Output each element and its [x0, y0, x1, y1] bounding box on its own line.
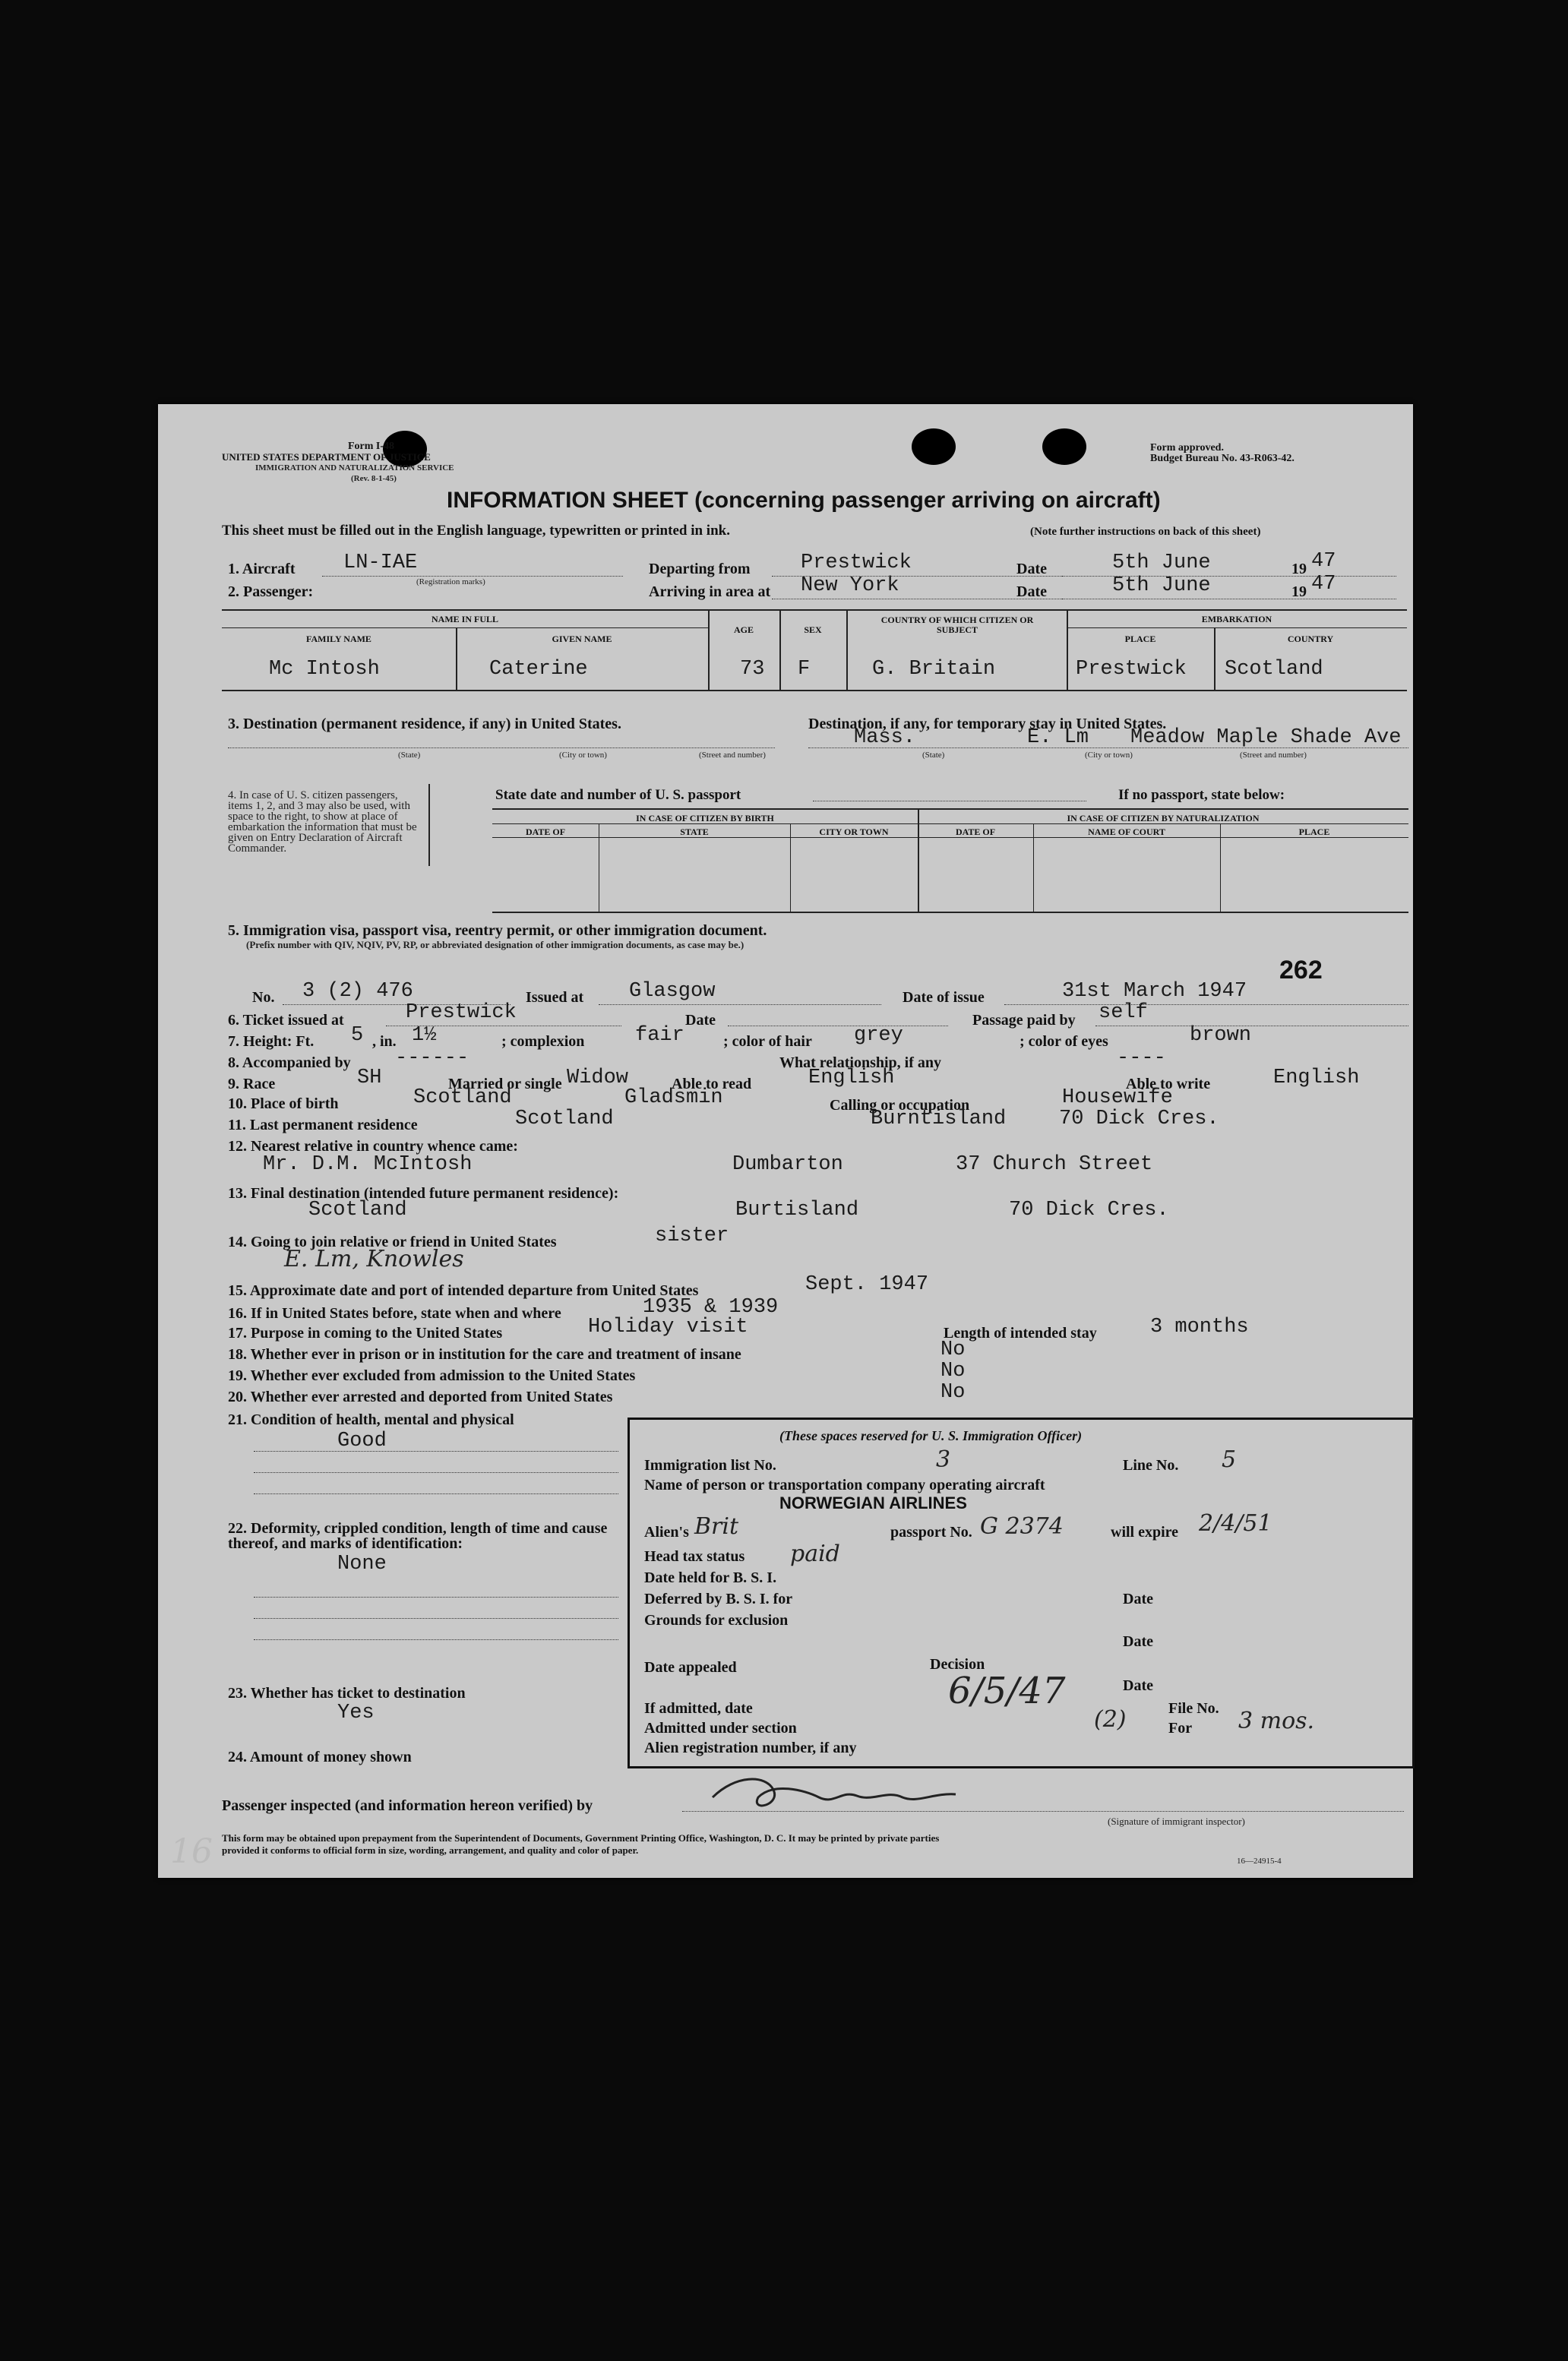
item17-label: 17. Purpose in coming to the United States: [228, 1325, 503, 1342]
embark-country: Scotland: [1225, 658, 1323, 681]
visa-number: 3 (2) 476: [302, 980, 413, 1003]
expire-date: 2/4/51: [1199, 1510, 1272, 1537]
eyes: brown: [1190, 1024, 1252, 1047]
read-label: Able to read: [672, 1076, 752, 1092]
item12-label: 12. Nearest relative in country whence came:: [228, 1138, 518, 1155]
purpose: Holiday visit: [588, 1316, 748, 1339]
depart-date: 5th June: [1112, 552, 1211, 574]
item8-label: 8. Accompanied by: [228, 1054, 351, 1071]
relative-town: Dumbarton: [732, 1153, 843, 1176]
accompanied: ------: [395, 1047, 469, 1070]
date-of-header: DATE OF: [955, 827, 996, 837]
no-label: No.: [252, 989, 275, 1006]
aircraft-label: 1. Aircraft: [228, 561, 296, 577]
stamp-number: 262: [1279, 956, 1323, 985]
item20-label: 20. Whether ever arrested and deported from United States: [228, 1389, 613, 1405]
passport-label: State date and number of U. S. passport: [495, 787, 741, 803]
departing-value: Prestwick: [801, 552, 912, 574]
item6-label: 6. Ticket issued at: [228, 1012, 344, 1029]
date-label: Date: [1016, 583, 1047, 600]
complexion-label: ; complexion: [501, 1033, 585, 1050]
file-label: File No.: [1168, 1700, 1219, 1717]
item3-temp-label: Destination, if any, for temporary stay in United States.: [808, 716, 1167, 732]
list-number: 3: [936, 1446, 951, 1473]
margin-note: 16: [170, 1832, 213, 1871]
given-name: Caterine: [489, 658, 588, 681]
join-handwriting: E. Lm, Knowles: [284, 1246, 464, 1272]
residence-street: 70 Dick Cres.: [1059, 1108, 1219, 1130]
birth-town: Gladsmin: [624, 1086, 723, 1109]
age-header: AGE: [733, 624, 754, 635]
ticket-dest: Yes: [337, 1702, 375, 1724]
form-sheet: [158, 404, 1413, 1878]
section-value: (2): [1094, 1706, 1127, 1733]
stay-label: Length of intended stay: [944, 1325, 1097, 1342]
for-label: For: [1168, 1720, 1193, 1737]
family-name-header: FAMILY NAME: [306, 634, 371, 644]
deported-answer: No: [940, 1381, 966, 1404]
temp-street: Meadow Maple Shade Ave: [1130, 726, 1402, 749]
issued-label: Issued at: [526, 989, 584, 1006]
final-country: Scotland: [308, 1199, 407, 1222]
country2-header: COUNTRY: [1287, 634, 1334, 644]
departing-label: Departing from: [649, 561, 751, 577]
decision-label: Decision: [930, 1656, 985, 1673]
stay-length: 3 months: [1150, 1316, 1249, 1339]
departure: Sept. 1947: [805, 1273, 929, 1296]
item4-label: 4. In case of U. S. citizen passengers, items 1, 2, and 3 may also be used, with space to the right, to show at place of embarkation the information that must be given on Entry Declaration of Aircraft Commander.: [228, 789, 417, 855]
list-label: Immigration list No.: [644, 1457, 776, 1474]
appealed-label: Date appealed: [644, 1659, 737, 1676]
height-ft: 5: [351, 1024, 364, 1047]
city-caption: (City or town): [559, 751, 607, 760]
form-number: Form I-48: [348, 441, 395, 452]
admitted-label: If admitted, date: [644, 1700, 753, 1717]
date-label: Date: [1123, 1591, 1153, 1607]
budget-bureau: Budget Bureau No. 43-R063-42.: [1150, 453, 1295, 464]
write-label: Able to write: [1126, 1076, 1211, 1092]
complexion: fair: [635, 1024, 684, 1047]
citizen-naturalization-header: IN CASE OF CITIZEN BY NATURALIZATION: [1067, 813, 1260, 823]
head-tax: paid: [790, 1541, 840, 1567]
hair-label: ; color of hair: [723, 1033, 812, 1050]
revision: (Rev. 8-1-45): [351, 474, 397, 483]
excluded-answer: No: [940, 1360, 966, 1383]
relationship-label: What relationship, if any: [779, 1054, 941, 1071]
city-caption: (City or town): [1085, 751, 1133, 760]
expire-label: will expire: [1111, 1524, 1179, 1541]
issued-at: Glasgow: [629, 980, 716, 1003]
temp-city: E. Lm: [1027, 726, 1089, 749]
year-prefix: 19: [1291, 583, 1307, 600]
doi-label: Date of issue: [903, 989, 985, 1006]
state-header: STATE: [680, 827, 709, 837]
state-caption: (State): [398, 751, 421, 760]
punch-hole: [1042, 428, 1086, 465]
date-of-header: DATE OF: [525, 827, 566, 837]
hair: grey: [854, 1024, 903, 1047]
height-in: 1½: [412, 1024, 437, 1047]
name-in-full-header: NAME IN FULL: [431, 614, 498, 624]
date-label: Date: [1123, 1633, 1153, 1650]
item13-label: 13. Final destination (intended future permanent residence):: [228, 1185, 619, 1202]
bsi-label: Date held for B. S. I.: [644, 1569, 777, 1586]
arrive-year: 47: [1311, 573, 1336, 596]
item5-label: 5. Immigration visa, passport visa, reentry permit, or other immigration document.: [228, 922, 767, 939]
age: 73: [740, 658, 765, 681]
grounds-label: Grounds for exclusion: [644, 1612, 789, 1629]
admitted-date: 6/5/47: [948, 1670, 1066, 1712]
item10-label: 10. Place of birth: [228, 1095, 339, 1112]
prison-answer: No: [940, 1339, 966, 1361]
punch-hole: [912, 428, 956, 465]
agency-name: UNITED STATES DEPARTMENT OF JUSTICE: [222, 451, 431, 463]
form-title: INFORMATION SHEET (concerning passenger arriving on aircraft): [447, 488, 1161, 513]
item11-label: 11. Last permanent residence: [228, 1117, 418, 1133]
item7-label: 7. Height: Ft.: [228, 1033, 315, 1050]
given-name-header: GIVEN NAME: [552, 634, 612, 644]
country-header: COUNTRY OF WHICH CITIZEN OR SUBJECT: [880, 615, 1034, 635]
relationship: ----: [1117, 1047, 1166, 1070]
year-prefix: 19: [1291, 561, 1307, 577]
date-of-issue: 31st March 1947: [1062, 980, 1247, 1003]
signature-caption: (Signature of immigrant inspector): [1108, 1816, 1245, 1827]
relative-street: 37 Church Street: [956, 1153, 1153, 1176]
previous-visits: 1935 & 1939: [643, 1296, 779, 1319]
marital: Widow: [567, 1067, 629, 1089]
family-name: Mc Intosh: [269, 658, 380, 681]
birth-country: Scotland: [413, 1086, 512, 1109]
inspector-signature: [705, 1767, 963, 1816]
instructions: This sheet must be filled out in the English language, typewritten or printed in ink.: [222, 523, 730, 539]
line-number: 5: [1222, 1446, 1237, 1473]
ticket-issued: Prestwick: [406, 1001, 517, 1024]
occupation: Housewife: [1062, 1086, 1173, 1109]
arriving-label: Arriving in area at: [649, 583, 771, 600]
section-label: Admitted under section: [644, 1720, 797, 1737]
item21-label: 21. Condition of health, mental and physical: [228, 1411, 514, 1428]
occupation-label: Calling or occupation: [830, 1097, 970, 1114]
read: English: [808, 1067, 895, 1089]
race: SH: [357, 1067, 382, 1089]
street-caption: (Street and number): [1240, 751, 1307, 760]
passage-label: Passage paid by: [972, 1012, 1076, 1029]
join-relative: sister: [655, 1225, 729, 1247]
alien-nationality: Brit: [694, 1513, 739, 1540]
date-label: Date: [1016, 561, 1047, 577]
reg-marks-caption: (Registration marks): [416, 577, 485, 586]
write: English: [1273, 1067, 1360, 1089]
residence-country: Scotland: [515, 1108, 614, 1130]
inspected-label: Passenger inspected (and information hereon verified) by: [222, 1797, 593, 1814]
final-town: Burtisland: [735, 1199, 859, 1222]
item16-label: 16. If in United States before, state when and where: [228, 1305, 561, 1322]
final-street: 70 Dick Cres.: [1009, 1199, 1169, 1222]
deformity: None: [337, 1553, 387, 1576]
company-label: Name of person or transportation company operating aircraft: [644, 1477, 1045, 1493]
head-tax-label: Head tax status: [644, 1548, 745, 1565]
health: Good: [337, 1430, 387, 1452]
citizen-birth-header: IN CASE OF CITIZEN BY BIRTH: [636, 813, 774, 823]
relative-name: Mr. D.M. McIntosh: [263, 1153, 473, 1176]
line-label: Line No.: [1123, 1457, 1179, 1474]
temp-state: Mass.: [854, 726, 916, 749]
inches-label: , in.: [372, 1033, 397, 1050]
item22-label: 22. Deformity, crippled condition, length of time and cause thereof, and marks of identification:: [228, 1520, 608, 1552]
citizenship: G. Britain: [872, 658, 996, 681]
passenger-label: 2. Passenger:: [228, 583, 314, 600]
item5-sub: (Prefix number with QIV, NQIV, PV, RP, or abbreviated designation of other immigration documents, as case may be.): [246, 939, 744, 950]
passport-no-label: passport No.: [890, 1524, 972, 1541]
no-passport-label: If no passport, state below:: [1118, 787, 1285, 803]
sex: F: [798, 658, 811, 681]
item24-label: 24. Amount of money shown: [228, 1749, 412, 1765]
street-caption: (Street and number): [699, 751, 766, 760]
embark-place: Prestwick: [1076, 658, 1187, 681]
officer-reserved: (These spaces reserved for U. S. Immigration Officer): [779, 1428, 1083, 1443]
item3-label: 3. Destination (permanent residence, if any) in United States.: [228, 716, 621, 732]
place-header: PLACE: [1124, 634, 1156, 644]
city-header: CITY OR TOWN: [819, 827, 889, 837]
for-value: 3 mos.: [1238, 1708, 1315, 1734]
court-header: NAME OF COURT: [1088, 827, 1165, 837]
alien-label: Alien's: [644, 1524, 689, 1541]
arriving-value: New York: [801, 574, 899, 597]
item15-label: 15. Approximate date and port of intended departure from United States: [228, 1282, 699, 1299]
residence-town: Burntisland: [871, 1108, 1007, 1130]
aircraft-value: LN-IAE: [343, 552, 418, 574]
note: (Note further instructions on back of this sheet): [1030, 526, 1261, 538]
passport-no: G 2374: [980, 1513, 1064, 1540]
item19-label: 19. Whether ever excluded from admission to the United States: [228, 1367, 636, 1384]
agency-sub: IMMIGRATION AND NATURALIZATION SERVICE: [255, 463, 454, 473]
item14-label: 14. Going to join relative or friend in United States: [228, 1234, 557, 1250]
item9-label: 9. Race: [228, 1076, 276, 1092]
fine-print-1: This form may be obtained upon prepayment from the Superintendent of Documents, Government Printing Office, Washington, D. C. It may be printed by private parties: [222, 1832, 940, 1844]
married-label: Married or single: [448, 1076, 562, 1092]
item23-label: 23. Whether has ticket to destination: [228, 1685, 466, 1702]
item18-label: 18. Whether ever in prison or in institution for the care and treatment of insane: [228, 1346, 741, 1363]
approved: Form approved.: [1150, 442, 1224, 454]
alien-reg-label: Alien registration number, if any: [644, 1740, 857, 1756]
state-caption: (State): [922, 751, 945, 760]
embarkation-header: EMBARKATION: [1201, 614, 1272, 624]
eyes-label: ; color of eyes: [1020, 1033, 1108, 1050]
print-code: 16—24915-4: [1237, 1857, 1282, 1866]
ticket-date-label: Date: [685, 1012, 716, 1029]
date-label: Date: [1123, 1677, 1153, 1694]
deferred-label: Deferred by B. S. I. for: [644, 1591, 793, 1607]
sex-header: SEX: [804, 624, 822, 635]
company-name: NORWEGIAN AIRLINES: [779, 1493, 967, 1512]
place-header: PLACE: [1298, 827, 1330, 837]
depart-year: 47: [1311, 550, 1336, 573]
passage-paid: self: [1099, 1001, 1148, 1024]
arrive-date: 5th June: [1112, 574, 1211, 597]
fine-print-2: provided it conforms to official form in size, wording, arrangement, and quality and color of paper.: [222, 1844, 639, 1856]
